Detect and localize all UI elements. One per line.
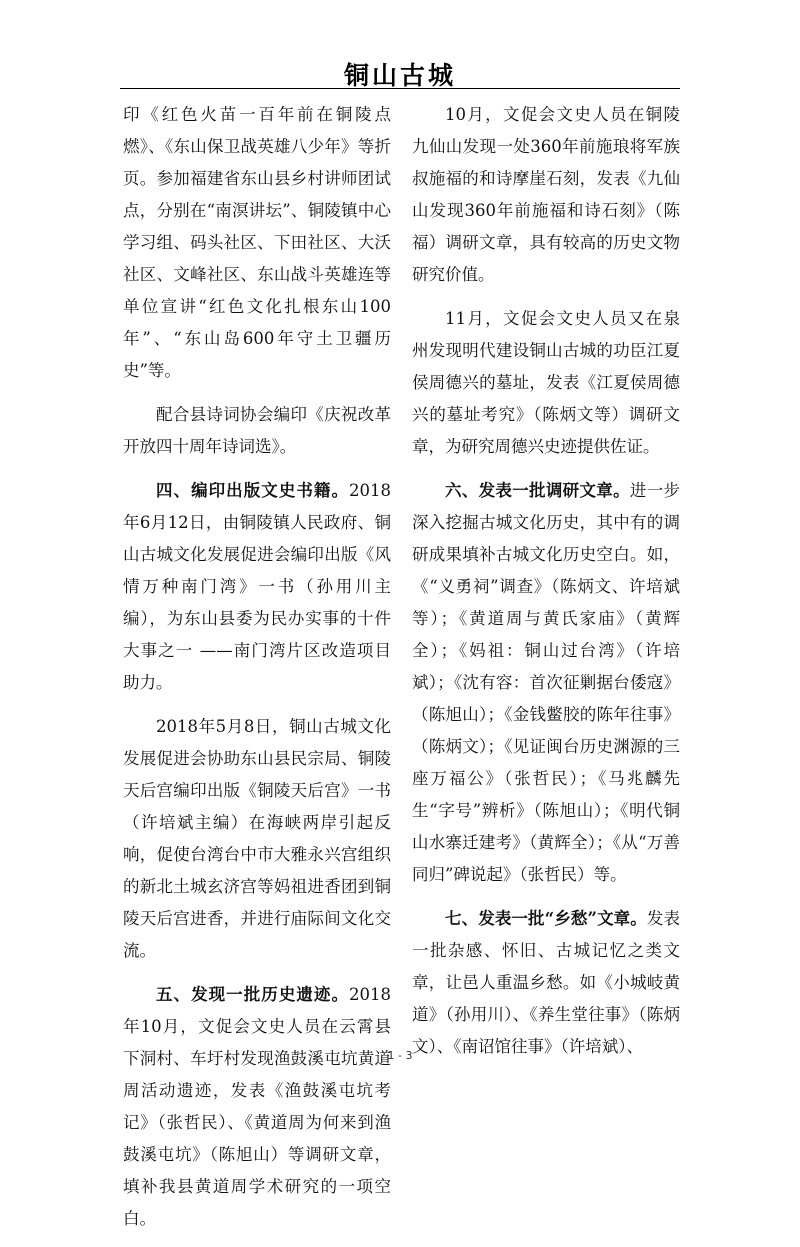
section-seven-body: 发表一批杂感、怀旧、古城记忆之类文章，让邑人重温乡愁。如《小城岐黄道》（孙用川）、《养生堂往事》（陈炳文）、《南诏馆往事》（许培斌）、 [412, 909, 680, 1056]
right-column [412, 99, 680, 1075]
section-six-body: 进一步深入挖掘古城文化历史，其中有的调研成果填补古城文化历史空白。如，《“义勇祠”调查》（陈炳文、许培斌等）；《黄道周与黄氏家庙》（黄辉全）；《妈祖：铜山过台湾》（许培斌）；《沈有容：首次征剿据台倭寇》（陈旭山）；《金钱鳖胶的陈年往事》（陈炳文）；《见证闽台历史渊源的三座万福公》（张哲民）；《马兆麟先生“字号”辨析》（陈旭山）；《明代铜山水寨迁建考》（黄辉全）；《从“万善同归”碑说起》（张哲民）等。 [412, 481, 681, 884]
paragraph-poetry-anthology: 配合县诗词协会编印《庆祝改革开放四十周年诗词选》。 [123, 405, 391, 456]
section-seven-heading: 七、发表一批“乡愁”文章。 [445, 909, 647, 928]
page-header-title: 铜山古城 [343, 61, 456, 90]
paragraph-folders-and-lectures: 印《红色火苗一百年前在铜陵点燃》、《东山保卫战英雄八少年》等折页。参加福建省东山县乡村讲师团试点，分别在“南溟讲坛”、铜陵镇中心学习组、码头社区、下田社区、大沃社区、文峰社区、东山战斗英雄连等单位宣讲“红色文化扎根东山100年”、“东山岛600年守土卫疆历史”等。 [123, 105, 391, 380]
paragraph-jiuxian-inscription: 10月，文促会文史人员在铜陵九仙山发现一处360年前施琅将军族叔施福的和诗摩崖石刻，发表《九仙山发现360年前施福和诗石刻》（陈福）调研文章，具有较高的历史文物研究价值。 [412, 105, 680, 284]
section-four-heading: 四、编印出版文史书籍。 [156, 481, 349, 500]
section-four-body: 2018年6月12日，由铜陵镇人民政府、铜山古城文化发展促进会编印出版《风情万种南门湾》一书（孙用川主编），为东山县委为民办实事的十件大事之一 ——南门湾片区改造项目助力。 [123, 481, 391, 692]
page-number: 1 - 3 [387, 1049, 413, 1062]
paragraph-section-seven [412, 903, 680, 1063]
section-six-heading: 六、发表一批调研文章。 [445, 481, 630, 500]
paragraph-section-six [412, 475, 680, 891]
paragraph-section-five [123, 979, 391, 1235]
left-column [123, 99, 391, 1247]
section-five-body: 2018年10月，文促会文史人员在云霄县下洞村、车圩村发现渔鼓溪屯坑黄道周活动遗迹，发表《渔鼓溪屯坑考记》（张哲民）、《黄道周为何来到渔鼓溪屯坑》（陈旭山）等调研文章，填补我县黄道周学术研究的一项空白。 [123, 985, 391, 1228]
header-divider [120, 88, 680, 89]
paragraph-tianhou-temple-book: 2018年5月8日，铜山古城文化发展促进会协助东山县民宗局、铜陵天后宫编印出版《铜陵天后宫》一书（许培斌主编）在海峡两岸引起反响，促使台湾台中市大雅永兴宫组织的新北土城玄济宫等妈祖进香团到铜陵天后宫进香，并进行庙际间文化交流。 [123, 717, 391, 960]
paragraph-section-four [123, 475, 391, 699]
section-five-heading: 五、发现一批历史遗迹。 [156, 985, 349, 1004]
paragraph-zhou-dexing-tomb: 11月，文促会文史人员又在泉州发现明代建设铜山古城的功臣江夏侯周德兴的墓址，发表《江夏侯周德兴的墓址考究》（陈炳文等）调研文章，为研究周德兴史迹提供佐证。 [412, 309, 680, 456]
